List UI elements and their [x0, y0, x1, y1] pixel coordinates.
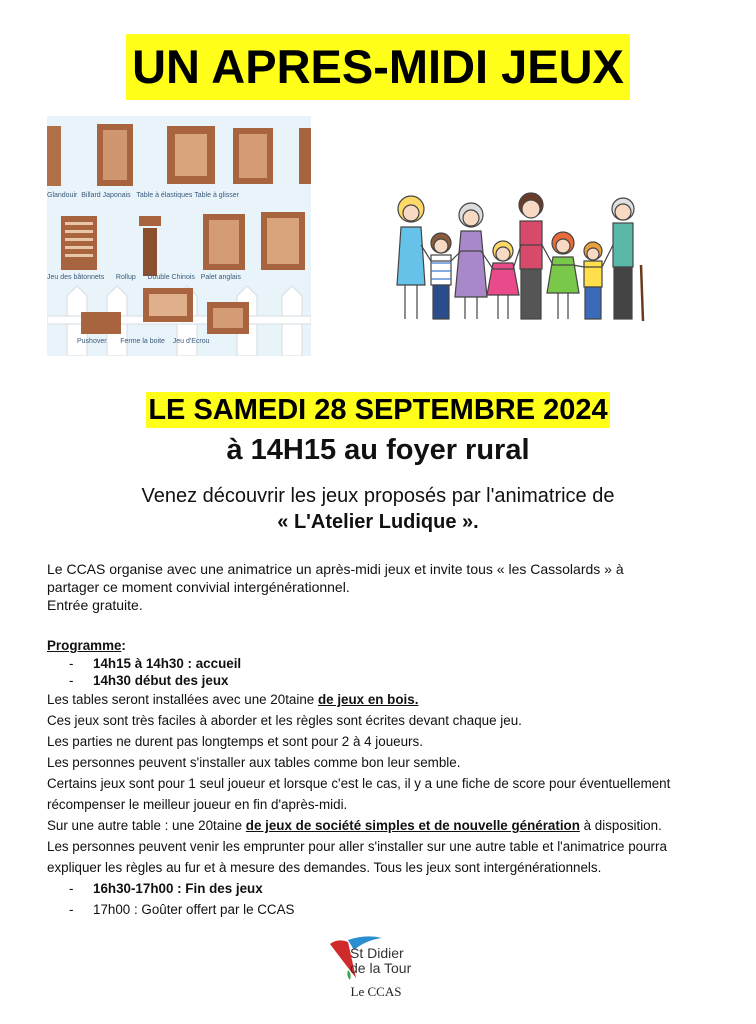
logo-line-1: St Didier — [350, 945, 404, 961]
game-label: Double Chinois — [147, 274, 195, 281]
wooden-games-image — [47, 116, 311, 356]
description-line: Entrée gratuite. — [47, 597, 143, 613]
game-label: Jeu d'Ecrou — [172, 338, 210, 345]
games-labels-row-2 — [47, 274, 311, 281]
event-time-place: à 14H15 au foyer rural — [226, 434, 530, 466]
programme-item — [47, 899, 727, 920]
intro-line-2: « L'Atelier Ludique ». — [277, 511, 479, 533]
programme-line — [47, 815, 727, 836]
programme-item — [47, 878, 727, 899]
programme-line-text: Les tables seront installées avec une 20taine — [47, 692, 318, 707]
game-label: Palet anglais — [200, 274, 241, 281]
board-games-emphasis: de jeux de société simples et de nouvelle génération — [245, 818, 580, 833]
page-title: UN APRES-MIDI JEUX — [126, 34, 630, 100]
list-dash: - — [69, 881, 74, 896]
game-label: Pushover — [77, 338, 107, 345]
family-illustration — [385, 185, 653, 330]
programme-line: Les personnes peuvent s'installer aux tables comme bon leur semble. — [47, 755, 461, 770]
games-labels-row-3 — [77, 338, 311, 345]
list-dash: - — [69, 673, 74, 688]
programme-line: récompenser le meilleur joueur en fin d'après-midi. — [47, 797, 348, 812]
programme-line-text: Sur une autre table : une 20taine — [47, 818, 246, 833]
programme-item — [47, 655, 727, 672]
programme-line: Les parties ne durent pas longtemps et sont pour 2 à 4 joueurs. — [47, 734, 423, 749]
programme-heading — [47, 637, 727, 655]
wooden-games-emphasis: de jeux en bois. — [317, 692, 419, 707]
title-container — [0, 34, 756, 100]
programme-item-text: 14h15 à 14h30 : accueil — [93, 656, 242, 671]
game-label: Billard Japonais — [81, 192, 131, 199]
date-container — [0, 392, 756, 428]
programme-item-text: 17h00 : Goûter offert par le CCAS — [93, 902, 295, 917]
logo-line-2: de la Tour — [350, 960, 412, 976]
programme-line: Certains jeux sont pour 1 seul joueur et lorsque c'est le cas, il y a une fiche de score pour éventuellement — [47, 776, 671, 791]
programme-heading-text: Programme — [47, 638, 122, 653]
programme-line: expliquer les règles au fur et à mesure des demandes. Tous les jeux sont intergénérationnels. — [47, 860, 602, 875]
games-labels-row-1 — [47, 192, 311, 199]
programme-line: Les personnes peuvent venir les emprunter pour aller s'installer sur une autre table et l'animatrice pourra — [47, 839, 667, 854]
programme-line-text: à disposition. — [579, 818, 662, 833]
list-dash: - — [69, 656, 74, 671]
wooden-games-illustration — [47, 116, 311, 356]
event-date: LE SAMEDI 28 SEPTEMBRE 2024 — [148, 394, 608, 426]
programme-item — [47, 672, 727, 689]
programme-heading-colon: : — [121, 638, 126, 653]
logo-footer: Le CCAS — [350, 984, 402, 999]
game-label: Table à élastiques — [136, 192, 193, 199]
description-line: partager ce moment convivial intergénérationnel. — [47, 579, 350, 595]
programme-line: Ces jeux sont très faciles à aborder et les règles sont écrites devant chaque jeu. — [47, 713, 522, 728]
logo-text — [350, 946, 411, 976]
family-drawing — [385, 185, 653, 330]
programme-line — [47, 689, 727, 710]
description-paragraph — [47, 560, 707, 614]
game-label: Jeu des bâtonnets — [47, 274, 105, 281]
game-label: Ferme la boite — [120, 338, 165, 345]
programme-item-text: 14h30 début des jeux — [93, 673, 229, 688]
intro-line-1: Venez découvrir les jeux proposés par l'animatrice de — [141, 485, 615, 507]
list-dash: - — [69, 902, 74, 917]
game-label: Table à glisser — [194, 192, 240, 199]
game-label: Rollup — [115, 274, 136, 281]
programme-item-text: 16h30-17h00 : Fin des jeux — [93, 881, 263, 896]
game-label: Glandouir — [47, 192, 78, 199]
description-line: Le CCAS organise avec une animatrice un après-midi jeux et invite tous « les Cassolards » à — [47, 561, 624, 577]
programme-section — [47, 637, 727, 920]
